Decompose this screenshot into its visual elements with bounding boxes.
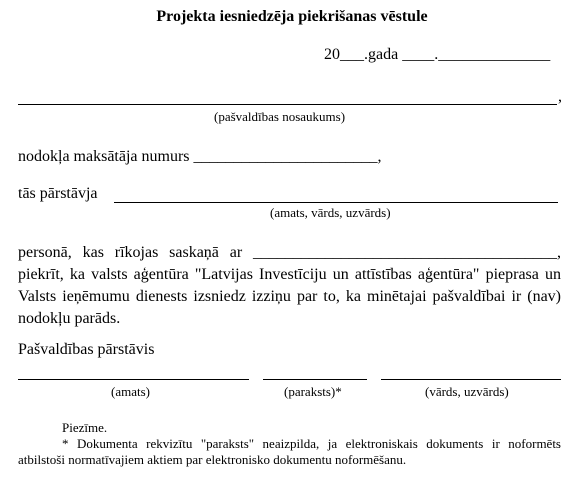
signature-line — [263, 379, 367, 380]
letter-title: Projekta iesniedzēja piekrišanas vēstule — [156, 8, 428, 25]
note-text: * Dokumenta rekvizītu "paraksts" neaizpilda, ja elektroniskais dokuments ir noformēts atbilstoši normatīvajiem aktiem par elektronisko dokumentu noformēšanu. — [18, 436, 561, 467]
representative-label: tās pārstāvja — [18, 185, 98, 202]
taxpayer-number-line: nodokļa maksātāja numurs _______________________, — [18, 148, 382, 165]
municipality-name-line — [18, 104, 557, 105]
position-signature-line — [18, 379, 249, 380]
consent-paragraph: personā, kas rīkojas saskaņā ar ______________________________________, piekrīt, ka valsts aģentūra "Latvijas Investīciju un attīstības aģentūra" pieprasa un Valsts ieņēmumu dienests izsniedz izziņu par to, ka minētajai pašvaldībai ir (nav) nodokļu parāds. — [18, 244, 561, 327]
municipality-caption: (pašvaldības nosaukums) — [214, 109, 346, 124]
name-signature-line — [381, 379, 561, 380]
signature-caption: (paraksts)* — [284, 384, 342, 399]
municipality-comma: , — [558, 88, 562, 105]
name-caption: (vārds, uzvārds) — [425, 384, 509, 399]
representative-line — [114, 202, 558, 203]
note-title: Piezīme. — [62, 420, 108, 435]
signatory-label: Pašvaldības pārstāvis — [18, 341, 155, 358]
representative-caption: (amats, vārds, uzvārds) — [270, 205, 391, 220]
position-caption: (amats) — [111, 384, 150, 399]
date-line: 20___.gada ____.______________ — [324, 46, 551, 63]
